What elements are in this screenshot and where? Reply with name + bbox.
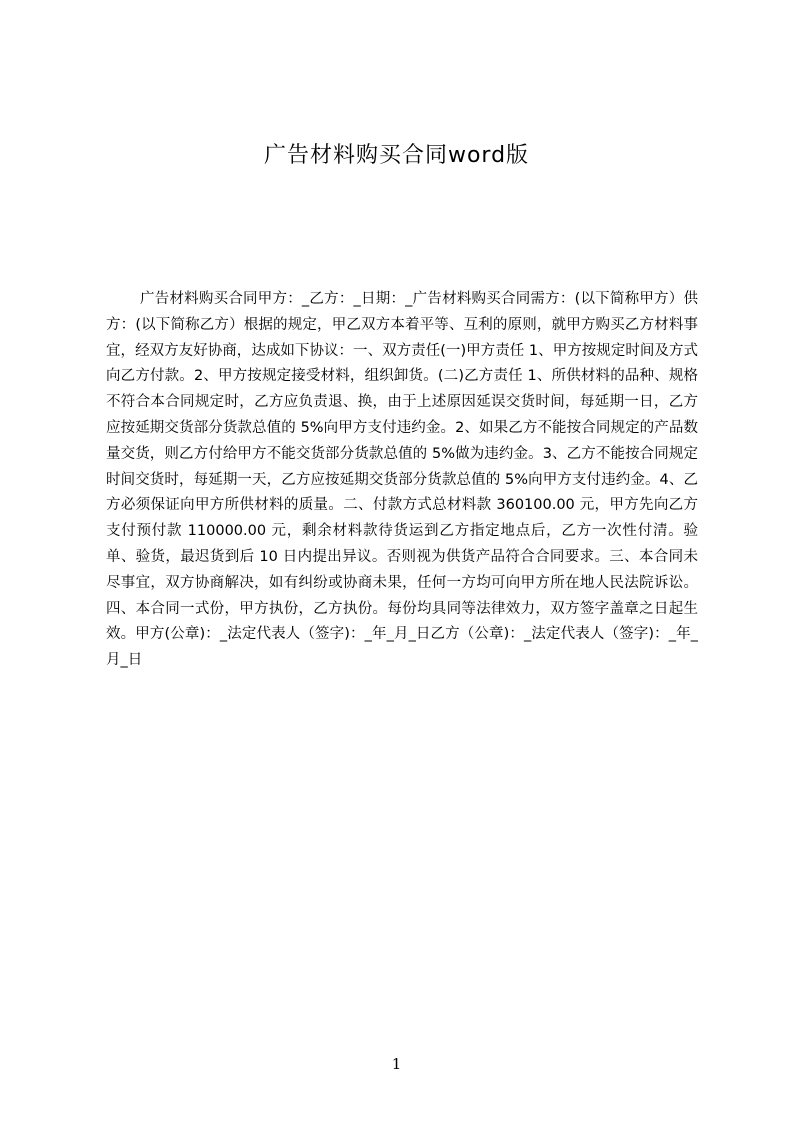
contract-body-text: 广告材料购买合同甲方：_乙方：_日期：_广告材料购买合同需方：(以下简称甲方）供方：(以下简称乙方）根据的规定，甲乙双方本着平等、互利的原则，就甲方购买乙方材料事宜，经双方友好协商，达成如下协议：一、双方责任(一)甲方责任 1、甲方按规定时间及方式向乙方付款。2、甲方按规定接受材料，组织卸货。(二)乙方责任 1、所供材料的品种、规格不符合本合同规定时，乙方应负责退、换，由于上述原因延误交货时间，每延期一日，乙方应按延期交货部分货款总值的 5%向甲方支付违约金。2、如果乙方不能按合同规定的产品数量交货，则乙方付给甲方不能交货部分货款总值的 5%做为违约金。3、乙方不能按合同规定时间交货时，每延期一天，乙方应按延期交货部分货款总值的 5%向甲方支付违约金。4、乙方必须保证向甲方所供材料的质量。二、付款方式总材料款 360100.00 元，甲方先向乙方支付预付款 110000.00 元，剩余材料款待货运到乙方指定地点后，乙方一次性付清。验单、验货，最迟货到后 10 日内提出异议。否则视为供货产品符合合同要求。三、本合同未尽事宜，双方协商解决，如有纠纷或协商未果，任何一方均可向甲方所在地人民法院诉讼。四、本合同一式份，甲方执份，乙方执份。每份均具同等法律效力，双方签字盖章之日起生效。甲方(公章)：_法定代表人（签字)：_年_月_日乙方（公章)：_法定代表人（签字)：_年_月_日 [106, 291, 698, 669]
document-title: 广告材料购买合同word版 [263, 143, 530, 168]
page-number: 1 [391, 1055, 402, 1073]
